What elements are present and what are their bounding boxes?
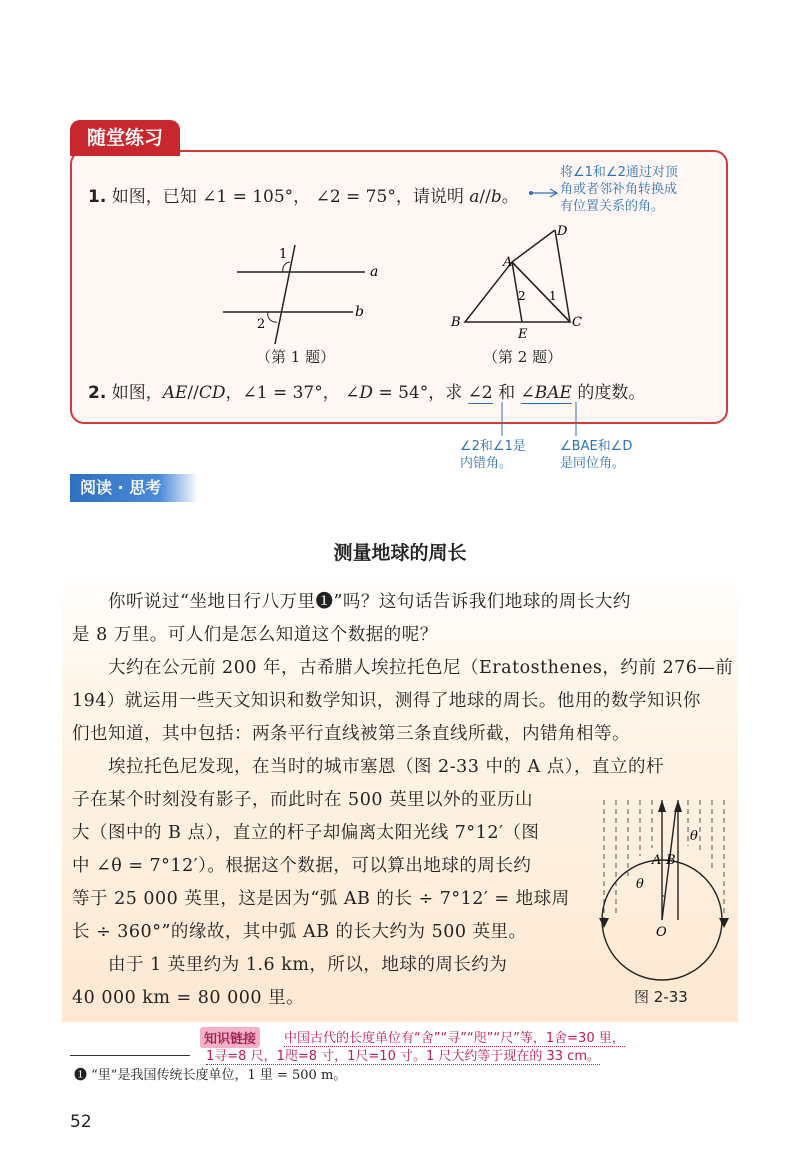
figure-2-33-caption: 图 2-33 <box>634 988 688 1006</box>
question-2-and: 和 <box>492 383 521 403</box>
knowledge-link-label: 知识链接 <box>200 1027 260 1048</box>
footnote-marker: ❶ <box>74 1068 88 1083</box>
question-1-var-a: a <box>469 187 480 207</box>
question-1-parallel: // <box>479 187 491 207</box>
question-2-text-c: = 54°，求 <box>373 383 468 403</box>
question-1-end: 。 <box>501 187 519 207</box>
q2-note-connectors <box>480 400 600 440</box>
fig233-label-B: B <box>666 853 676 868</box>
reading-header: 阅读 · 思考 <box>70 474 198 502</box>
fig2-label-A: A <box>503 255 513 270</box>
question-2-bae: BAE <box>534 383 572 403</box>
figure-2 <box>445 222 585 342</box>
practice-tab: 随堂练习 <box>70 120 180 156</box>
figure-1 <box>215 240 395 350</box>
paragraph-2-line-1: 大约在公元前 200 年，古希腊人埃拉托色尼（Eratosthenes，约前 276—前 <box>108 658 734 678</box>
figure-2-33 <box>596 796 730 984</box>
angle-symbol: ∠ <box>520 383 535 403</box>
question-2-number: 2. <box>88 383 107 403</box>
article-title: 测量地球的周长 <box>333 542 467 564</box>
note-line: 角或者邻补角转换成 <box>560 182 678 197</box>
question-2-text: 如图， <box>111 383 163 403</box>
note-line: 内错角。 <box>460 456 513 471</box>
question-2-d: D <box>359 383 374 403</box>
fig1-label-1: 1 <box>279 247 288 262</box>
question-2-ae: AE <box>162 383 188 403</box>
footnote-rule <box>70 1055 190 1056</box>
note-line: 将∠1和∠2通过对顶 <box>560 165 678 180</box>
fig2-label-C: C <box>572 315 582 330</box>
note-arrow-icon <box>528 186 560 200</box>
paragraph-4-line-2: 40 000 km = 80 000 里。 <box>72 988 305 1008</box>
paragraph-3-line-3: 大（图中的 B 点），直立的杆子却偏离太阳光线 7°12′（图 <box>72 823 540 843</box>
fig233-theta-top: θ <box>690 829 698 844</box>
question-2-parallel: // <box>187 383 199 403</box>
paragraph-1-line-1: 你听说过“坐地日行八万里❶”吗？这句话告诉我们地球的周长大约 <box>108 592 631 612</box>
paragraph-3-line-2: 子在某个时刻没有影子，而此时在 500 英里以外的亚历山 <box>72 790 534 810</box>
fig2-label-1: 1 <box>549 289 557 303</box>
fig2-label-D: D <box>557 224 568 239</box>
question-1-var-b: b <box>490 187 502 207</box>
note-line: ∠2和∠1是 <box>460 439 526 454</box>
fig2-label-2: 2 <box>518 289 526 303</box>
paragraph-1-line-2: 是 8 万里。可人们是怎么知道这个数据的呢？ <box>72 625 438 645</box>
question-1-note <box>560 164 678 215</box>
paragraph-4-line-1: 由于 1 英里约为 1.6 km，所以，地球的周长约为 <box>108 955 508 975</box>
question-1-number: 1. <box>88 187 107 207</box>
note-line: 有位置关系的角。 <box>560 199 665 214</box>
note-line: 是同位角。 <box>560 456 626 471</box>
fig2-label-B: B <box>451 315 461 330</box>
question-2-note-right <box>560 438 632 472</box>
question-1 <box>88 182 519 207</box>
knowledge-link-line-1: 中国古代的长度单位有“舍”“寻”“咫”“尺”等，1舍=30 里， <box>284 1027 625 1047</box>
question-2-cd: CD <box>198 383 226 403</box>
fig1-label-b: b <box>355 304 364 320</box>
fig2-label-E: E <box>518 327 528 342</box>
paragraph-2-line-3: 们也知道，其中包括：两条平行直线被第三条直线所截，内错角相等。 <box>72 724 630 744</box>
fig1-label-a: a <box>370 264 379 280</box>
paragraph-3-line-6: 长 ÷ 360°”的缘故，其中弧 AB 的长大约为 500 英里。 <box>72 922 527 942</box>
paragraph-3-line-1: 埃拉托色尼发现，在当时的城市塞恩（图 2-33 中的 A 点），直立的杆 <box>108 757 664 777</box>
paragraph-2-line-2: 194）就运用一些天文知识和数学知识，测得了地球的周长。他用的数学知识你 <box>72 691 701 711</box>
question-2-angle-2: ∠2 <box>467 383 493 403</box>
paragraph-3-line-4: 中 ∠θ = 7°12′）。根据这个数据，可以算出地球的周长约 <box>72 856 532 876</box>
question-2-text-d: 的度数。 <box>571 383 646 403</box>
footnote <box>74 1064 346 1083</box>
figure-2-caption: （第 2 题） <box>483 348 563 366</box>
question-1-text: 如图，已知 ∠1 = 105°， ∠2 = 75°，请说明 <box>111 187 470 207</box>
paragraph-3-line-5: 等于 25 000 英里，这是因为“弧 AB 的长 ÷ 7°12′ = 地球周 <box>72 889 570 909</box>
fig233-label-O: O <box>656 925 667 940</box>
question-2-text-b: ，∠1 = 37°， ∠ <box>225 383 360 403</box>
knowledge-link-line-2: 1寻=8 尺，1咫=8 寸，1尺=10 寸。1 尺大约等于现在的 33 cm。 <box>206 1045 600 1065</box>
page-number: 52 <box>70 1112 92 1132</box>
figure-1-caption: （第 1 题） <box>256 348 336 366</box>
question-2-note-left <box>460 438 526 472</box>
note-line: ∠BAE和∠D <box>560 439 633 454</box>
footnote-text: “里”是我国传统长度单位，1 里 = 500 m。 <box>91 1068 347 1083</box>
fig1-label-2: 2 <box>257 317 266 332</box>
fig233-theta: θ <box>636 877 644 892</box>
fig233-label-A: A <box>652 853 662 868</box>
